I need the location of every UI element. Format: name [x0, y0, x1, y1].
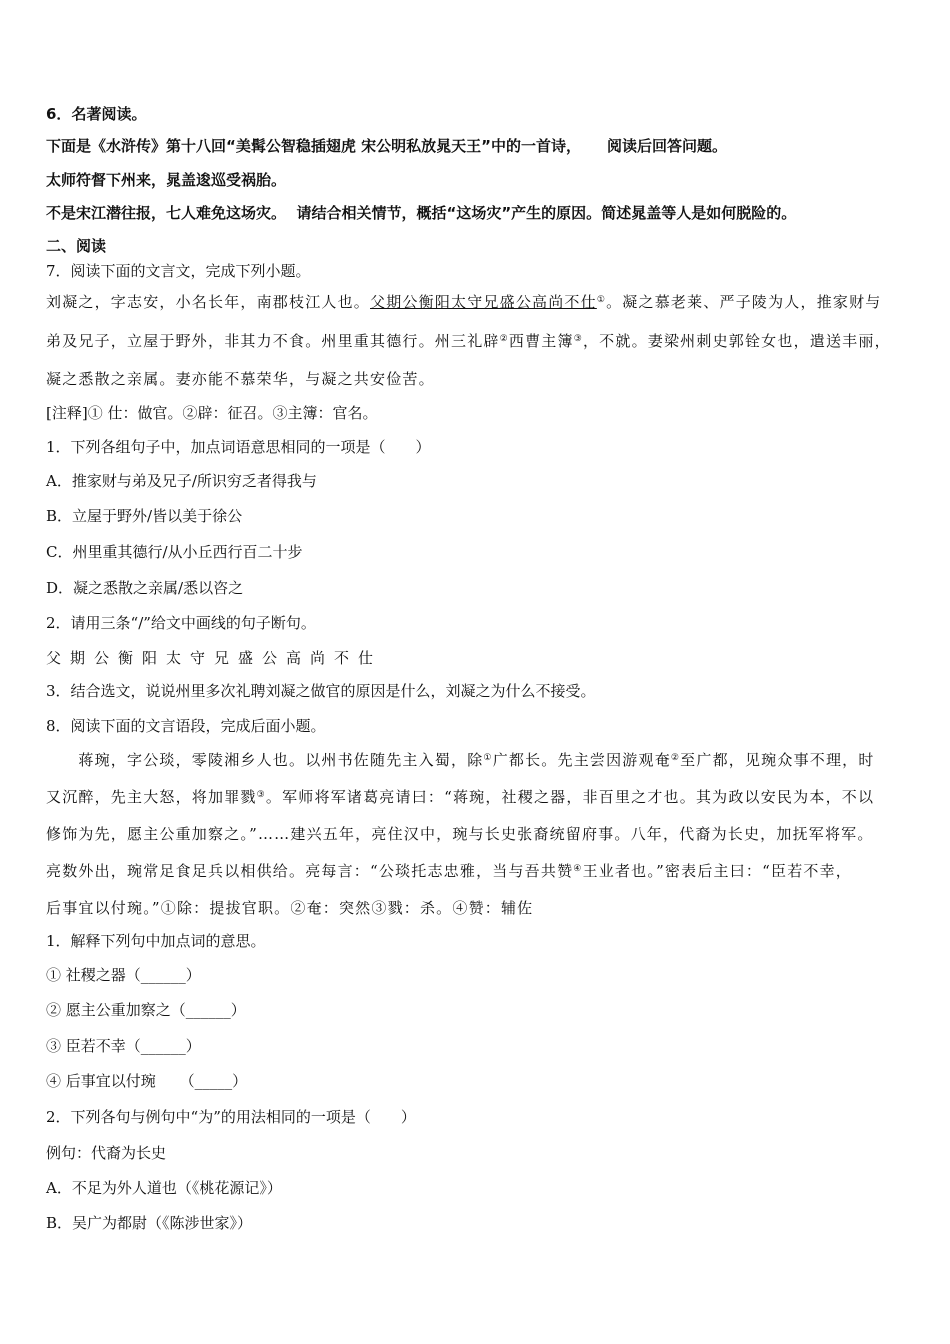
q7-intro: 7．阅读下面的文言文，完成下列小题。 [46, 262, 311, 280]
q8-passage-line-1: 蒋琬，字公琰，零陵湘乡人也。以州书佐随先主入蜀，除①广都长。先主尝因游观奄②至广都，见琬众事不理，时 [46, 751, 875, 769]
q7-sub1: 1．下列各组句子中，加点词语意思相同的一项是（ ） [46, 438, 431, 456]
q7-sentence-to-punctuate: 父期公衡阳太守兄盛公高尚不仕 [46, 649, 383, 667]
q6-intro: 下面是《水浒传》第十八回“美髯公智稳插翅虎 宋公明私放晁天王”中的一首诗， 阅读后回答问题。 [46, 137, 727, 155]
q8-item-3: ③ 臣若不幸（______） [46, 1037, 201, 1055]
q7-passage-line-2: 弟及兄子，立屋于野外，非其力不食。州里重其德行。州三礼辟②西曹主簿③，不就。妻梁州刺史郭铨女也，遣送丰丽， [46, 332, 891, 350]
q7-option-d: D．凝之悉散之亲属/悉以咨之 [46, 579, 244, 597]
q8-option-b: B．吴广为都尉（《陈涉世家》） [46, 1214, 253, 1232]
q8-option-a: A．不足为外人道也（《桃花源记》） [46, 1179, 282, 1197]
q7-sub3: 3．结合选文，说说州里多次礼聘刘凝之做官的原因是什么，刘凝之为什么不接受。 [46, 682, 596, 700]
q8-passage-line-2: 又沉醉，先主大怒，将加罪戮③。军师将军诸葛亮请曰：“蒋琬，社稷之器，非百里之才也。其为政以安民为本，不以 [46, 788, 875, 806]
q6-heading: 6．名著阅读。 [46, 105, 147, 123]
q7-option-a: A．推家财与弟及兄子/所识穷乏者得我与 [46, 472, 317, 490]
q8-example: 例句：代裔为长史 [46, 1144, 167, 1162]
q7-sub2: 2．请用三条“/”给文中画线的句子断句。 [46, 614, 316, 632]
q8-intro: 8．阅读下面的文言语段，完成后面小题。 [46, 717, 326, 735]
underlined-sentence: 父期公衡阳太守兄盛公高尚不仕 [370, 293, 597, 311]
q7-notes: [注释]① 仕：做官。②辟：征召。③主簿：官名。 [46, 404, 378, 422]
q6-poem-line-2: 不是宋江潜往报，七人难免这场灾。 请结合相关情节，概括“这场灾”产生的原因。简述晁盖等人是如何脱险的。 [46, 204, 797, 222]
q6-poem-line-1: 太师符督下州来，晁盖逡巡受祸胎。 [46, 171, 287, 189]
q7-option-b: B．立屋于野外/皆以美于徐公 [46, 507, 243, 525]
section-title: 二、阅读 [46, 237, 107, 255]
q7-passage-line-3: 凝之悉散之亲属。妻亦能不慕荣华，与凝之共安俭苦。 [46, 370, 435, 388]
q8-item-2: ② 愿主公重加察之（______） [46, 1001, 246, 1019]
q8-item-1: ① 社稷之器（______） [46, 966, 201, 984]
q8-sub1: 1．解释下列句中加点词的意思。 [46, 932, 266, 950]
q8-item-4: ④ 后事宜以付琬 （_____） [46, 1072, 248, 1090]
q8-passage-line-3: 修饰为先，愿主公重加察之。”……建兴五年，亮住汉中，琬与长史张裔统留府事。八年，代裔为长史，加抚军将军。 [46, 825, 874, 843]
q7-option-c: C．州里重其德行/从小丘西行百二十步 [46, 543, 303, 561]
q8-passage-line-5: 后事宜以付琬。”①除：提拔官职。②奄：突然③戮：杀。④赞：辅佐 [46, 899, 534, 917]
q8-passage-line-4: 亮数外出，琬常足食足兵以相供给。亮每言：“公琰托志忠雅，当与吾共赞④王业者也。”密表后主曰：“臣若不幸， [46, 862, 853, 880]
q7-passage-line-1: 刘凝之，字志安，小名长年，南郡枝江人也。父期公衡阳太守兄盛公高尚不仕①。凝之慕老莱、严子陵为人，推家财与 [46, 293, 882, 311]
q8-sub2: 2．下列各句与例句中“为”的用法相同的一项是（ ） [46, 1108, 416, 1126]
